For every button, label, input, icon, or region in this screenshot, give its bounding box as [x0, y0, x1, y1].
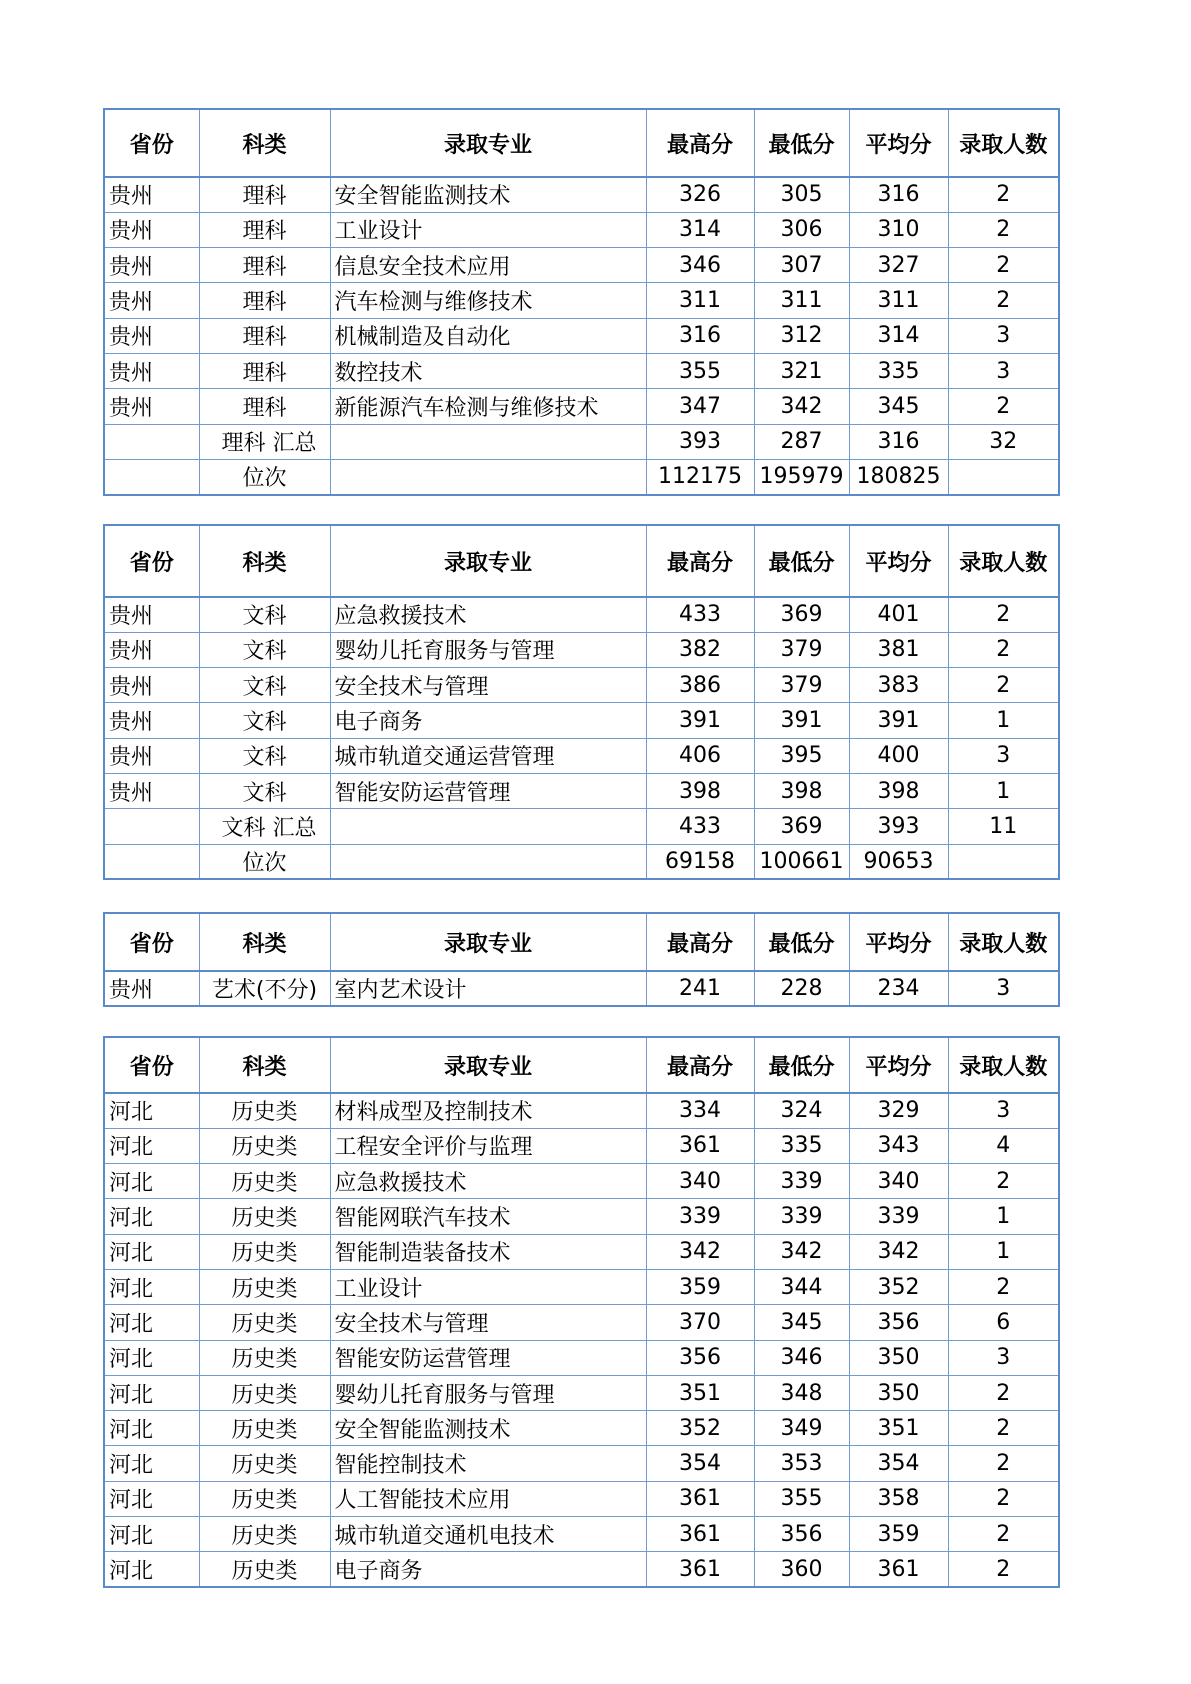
cell-avg-score: 350	[849, 1340, 948, 1375]
header-min-score: 最低分	[754, 525, 849, 597]
header-avg-score: 平均分	[849, 109, 948, 177]
cell-min-score: 287	[754, 424, 849, 459]
header-min-score: 最低分	[754, 1037, 849, 1093]
cell-avg-score: 359	[849, 1517, 948, 1552]
cell-major: 电子商务	[330, 703, 646, 738]
cell-province: 河北	[104, 1481, 199, 1516]
table-row	[104, 1269, 1059, 1304]
cell-avg-score: 335	[849, 353, 948, 388]
cell-major: 材料成型及控制技术	[330, 1093, 646, 1128]
cell-max-score: 361	[646, 1552, 754, 1587]
cell-category: 理科	[199, 318, 330, 353]
cell-max-score: 342	[646, 1234, 754, 1269]
cell-category: 文科	[199, 668, 330, 703]
cell-category: 历史类	[199, 1552, 330, 1587]
cell-category: 文科	[199, 597, 330, 632]
cell-admitted-count: 1	[948, 1199, 1059, 1234]
cell-admitted-count: 6	[948, 1305, 1059, 1340]
cell-avg-score: 350	[849, 1375, 948, 1410]
cell-category: 历史类	[199, 1199, 330, 1234]
summary-row	[104, 809, 1059, 844]
table-header-row	[104, 109, 1059, 177]
cell-category: 文科 汇总	[199, 809, 330, 844]
cell-province: 贵州	[104, 177, 199, 212]
cell-max-score: 370	[646, 1305, 754, 1340]
cell-category: 理科	[199, 248, 330, 283]
cell-min-score: 348	[754, 1375, 849, 1410]
cell-admitted-count: 2	[948, 1269, 1059, 1304]
header-admitted-count: 录取人数	[948, 1037, 1059, 1093]
cell-category: 历史类	[199, 1269, 330, 1304]
cell-min-score: 356	[754, 1517, 849, 1552]
cell-avg-score: 351	[849, 1411, 948, 1446]
cell-min-score: 306	[754, 212, 849, 247]
header-province: 省份	[104, 1037, 199, 1093]
cell-major: 安全技术与管理	[330, 668, 646, 703]
header-admitted-count: 录取人数	[948, 525, 1059, 597]
admission-table-guizhou-science	[103, 108, 1060, 496]
cell-avg-score: 398	[849, 773, 948, 808]
cell-admitted-count: 2	[948, 668, 1059, 703]
cell-avg-score: 342	[849, 1234, 948, 1269]
cell-min-score: 369	[754, 597, 849, 632]
cell-admitted-count: 2	[948, 248, 1059, 283]
table-row	[104, 1517, 1059, 1552]
cell-major: 婴幼儿托育服务与管理	[330, 1375, 646, 1410]
header-admitted-count: 录取人数	[948, 913, 1059, 971]
header-max-score: 最高分	[646, 109, 754, 177]
cell-major: 婴幼儿托育服务与管理	[330, 632, 646, 667]
cell-min-score: 391	[754, 703, 849, 738]
cell-min-score: 342	[754, 389, 849, 424]
table-header-row	[104, 525, 1059, 597]
cell-admitted-count: 2	[948, 632, 1059, 667]
cell-min-score: 335	[754, 1128, 849, 1163]
cell-avg-score: 316	[849, 424, 948, 459]
cell-min-score: 311	[754, 283, 849, 318]
cell-admitted-count: 1	[948, 703, 1059, 738]
header-min-score: 最低分	[754, 109, 849, 177]
cell-avg-score: 311	[849, 283, 948, 318]
table-row	[104, 668, 1059, 703]
header-category: 科类	[199, 1037, 330, 1093]
cell-min-score: 346	[754, 1340, 849, 1375]
cell-admitted-count: 3	[948, 971, 1059, 1006]
header-province: 省份	[104, 109, 199, 177]
cell-province: 贵州	[104, 632, 199, 667]
cell-admitted-count: 2	[948, 1164, 1059, 1199]
cell-avg-score: 234	[849, 971, 948, 1006]
cell-major: 应急救援技术	[330, 1164, 646, 1199]
cell-province: 河北	[104, 1375, 199, 1410]
cell-category: 文科	[199, 738, 330, 773]
cell-major: 智能安防运营管理	[330, 773, 646, 808]
cell-min-score: 312	[754, 318, 849, 353]
cell-max-score: 339	[646, 1199, 754, 1234]
cell-max-score: 359	[646, 1269, 754, 1304]
header-max-score: 最高分	[646, 525, 754, 597]
table-row	[104, 1234, 1059, 1269]
cell-admitted-count: 1	[948, 1234, 1059, 1269]
cell-avg-score: 329	[849, 1093, 948, 1128]
cell-admitted-count: 3	[948, 318, 1059, 353]
header-major: 录取专业	[330, 525, 646, 597]
table-row	[104, 597, 1059, 632]
cell-category: 位次	[199, 459, 330, 494]
cell-max-score: 386	[646, 668, 754, 703]
table-row	[104, 212, 1059, 247]
header-admitted-count: 录取人数	[948, 109, 1059, 177]
cell-avg-score: 340	[849, 1164, 948, 1199]
header-province: 省份	[104, 525, 199, 597]
header-major: 录取专业	[330, 109, 646, 177]
cell-max-score: 361	[646, 1481, 754, 1516]
table-header-row	[104, 1037, 1059, 1093]
cell-admitted-count: 2	[948, 1375, 1059, 1410]
cell-admitted-count: 2	[948, 1517, 1059, 1552]
summary-row	[104, 424, 1059, 459]
cell-category: 文科	[199, 703, 330, 738]
header-max-score: 最高分	[646, 913, 754, 971]
cell-province: 贵州	[104, 738, 199, 773]
table-row	[104, 1446, 1059, 1481]
cell-major: 安全技术与管理	[330, 1305, 646, 1340]
cell-major: 室内艺术设计	[330, 971, 646, 1006]
cell-category: 历史类	[199, 1305, 330, 1340]
cell-major	[330, 809, 646, 844]
cell-major: 汽车检测与维修技术	[330, 283, 646, 318]
table-row	[104, 703, 1059, 738]
table-header-row	[104, 913, 1059, 971]
cell-province: 河北	[104, 1164, 199, 1199]
cell-admitted-count: 1	[948, 773, 1059, 808]
cell-avg-score: 391	[849, 703, 948, 738]
cell-province	[104, 844, 199, 879]
cell-min-score: 324	[754, 1093, 849, 1128]
cell-max-score: 346	[646, 248, 754, 283]
table-row	[104, 971, 1059, 1006]
cell-category: 历史类	[199, 1411, 330, 1446]
cell-province: 河北	[104, 1305, 199, 1340]
cell-category: 位次	[199, 844, 330, 879]
cell-min-score: 353	[754, 1446, 849, 1481]
cell-min-score: 398	[754, 773, 849, 808]
cell-province: 贵州	[104, 353, 199, 388]
cell-category: 理科	[199, 212, 330, 247]
cell-province: 河北	[104, 1199, 199, 1234]
table-row	[104, 1128, 1059, 1163]
cell-major: 智能安防运营管理	[330, 1340, 646, 1375]
cell-min-score: 339	[754, 1164, 849, 1199]
cell-max-score: 334	[646, 1093, 754, 1128]
cell-category: 历史类	[199, 1128, 330, 1163]
cell-admitted-count: 3	[948, 1340, 1059, 1375]
cell-category: 理科	[199, 177, 330, 212]
cell-province: 贵州	[104, 668, 199, 703]
cell-max-score: 241	[646, 971, 754, 1006]
cell-major: 数控技术	[330, 353, 646, 388]
cell-min-score: 345	[754, 1305, 849, 1340]
cell-major: 人工智能技术应用	[330, 1481, 646, 1516]
cell-province	[104, 459, 199, 494]
cell-min-score: 349	[754, 1411, 849, 1446]
cell-avg-score: 358	[849, 1481, 948, 1516]
cell-province: 贵州	[104, 389, 199, 424]
header-province: 省份	[104, 913, 199, 971]
cell-province: 贵州	[104, 283, 199, 318]
cell-min-score: 360	[754, 1552, 849, 1587]
header-avg-score: 平均分	[849, 913, 948, 971]
cell-max-score: 355	[646, 353, 754, 388]
header-category: 科类	[199, 913, 330, 971]
cell-max-score: 361	[646, 1517, 754, 1552]
cell-province: 河北	[104, 1446, 199, 1481]
cell-category: 历史类	[199, 1481, 330, 1516]
header-avg-score: 平均分	[849, 525, 948, 597]
table-row	[104, 389, 1059, 424]
cell-max-score: 311	[646, 283, 754, 318]
table-row	[104, 1305, 1059, 1340]
cell-admitted-count: 3	[948, 738, 1059, 773]
cell-avg-score: 90653	[849, 844, 948, 879]
cell-avg-score: 401	[849, 597, 948, 632]
cell-avg-score: 345	[849, 389, 948, 424]
cell-province: 贵州	[104, 773, 199, 808]
table-row	[104, 353, 1059, 388]
admission-table-guizhou-art	[103, 912, 1060, 1007]
cell-province: 河北	[104, 1411, 199, 1446]
table-row	[104, 1164, 1059, 1199]
cell-max-score: 112175	[646, 459, 754, 494]
header-max-score: 最高分	[646, 1037, 754, 1093]
cell-major: 安全智能监测技术	[330, 1411, 646, 1446]
cell-min-score: 321	[754, 353, 849, 388]
rank-row	[104, 844, 1059, 879]
cell-min-score: 395	[754, 738, 849, 773]
cell-max-score: 347	[646, 389, 754, 424]
cell-major: 安全智能监测技术	[330, 177, 646, 212]
cell-province: 贵州	[104, 248, 199, 283]
cell-category: 理科	[199, 389, 330, 424]
cell-admitted-count: 2	[948, 177, 1059, 212]
cell-category: 历史类	[199, 1375, 330, 1410]
cell-admitted-count: 2	[948, 1481, 1059, 1516]
cell-major	[330, 459, 646, 494]
cell-category: 文科	[199, 773, 330, 808]
cell-category: 理科	[199, 353, 330, 388]
cell-province: 贵州	[104, 318, 199, 353]
cell-avg-score: 356	[849, 1305, 948, 1340]
cell-major: 工业设计	[330, 1269, 646, 1304]
cell-province: 贵州	[104, 703, 199, 738]
cell-avg-score: 327	[849, 248, 948, 283]
cell-category: 艺术(不分)	[199, 971, 330, 1006]
cell-max-score: 326	[646, 177, 754, 212]
cell-major: 工业设计	[330, 212, 646, 247]
cell-province: 贵州	[104, 212, 199, 247]
cell-min-score: 379	[754, 668, 849, 703]
cell-min-score: 228	[754, 971, 849, 1006]
cell-avg-score: 361	[849, 1552, 948, 1587]
cell-province: 贵州	[104, 971, 199, 1006]
cell-category: 历史类	[199, 1446, 330, 1481]
cell-admitted-count: 2	[948, 1446, 1059, 1481]
table-row	[104, 1093, 1059, 1128]
cell-major: 智能控制技术	[330, 1446, 646, 1481]
cell-admitted-count: 2	[948, 1411, 1059, 1446]
header-category: 科类	[199, 109, 330, 177]
header-category: 科类	[199, 525, 330, 597]
header-major: 录取专业	[330, 913, 646, 971]
cell-min-score: 369	[754, 809, 849, 844]
table-row	[104, 773, 1059, 808]
cell-max-score: 356	[646, 1340, 754, 1375]
rank-row	[104, 459, 1059, 494]
cell-max-score: 316	[646, 318, 754, 353]
cell-admitted-count: 2	[948, 283, 1059, 318]
cell-admitted-count: 2	[948, 1552, 1059, 1587]
cell-max-score: 354	[646, 1446, 754, 1481]
cell-min-score: 355	[754, 1481, 849, 1516]
header-major: 录取专业	[330, 1037, 646, 1093]
cell-province: 河北	[104, 1128, 199, 1163]
table-row	[104, 283, 1059, 318]
cell-category: 历史类	[199, 1340, 330, 1375]
cell-min-score: 339	[754, 1199, 849, 1234]
cell-category: 历史类	[199, 1234, 330, 1269]
cell-avg-score: 310	[849, 212, 948, 247]
table-row	[104, 738, 1059, 773]
cell-avg-score: 400	[849, 738, 948, 773]
cell-admitted-count: 2	[948, 212, 1059, 247]
table-row	[104, 1375, 1059, 1410]
header-min-score: 最低分	[754, 913, 849, 971]
cell-province: 河北	[104, 1340, 199, 1375]
cell-category: 文科	[199, 632, 330, 667]
cell-major: 信息安全技术应用	[330, 248, 646, 283]
cell-major: 应急救援技术	[330, 597, 646, 632]
cell-admitted-count: 2	[948, 389, 1059, 424]
cell-major	[330, 424, 646, 459]
cell-avg-score: 381	[849, 632, 948, 667]
cell-avg-score: 383	[849, 668, 948, 703]
cell-province: 河北	[104, 1269, 199, 1304]
cell-province	[104, 424, 199, 459]
cell-min-score: 342	[754, 1234, 849, 1269]
cell-min-score: 344	[754, 1269, 849, 1304]
cell-category: 历史类	[199, 1517, 330, 1552]
cell-avg-score: 339	[849, 1199, 948, 1234]
cell-category: 理科 汇总	[199, 424, 330, 459]
cell-admitted-count: 11	[948, 809, 1059, 844]
cell-min-score: 100661	[754, 844, 849, 879]
cell-avg-score: 352	[849, 1269, 948, 1304]
cell-admitted-count: 3	[948, 1093, 1059, 1128]
table-row	[104, 177, 1059, 212]
cell-min-score: 307	[754, 248, 849, 283]
cell-admitted-count: 4	[948, 1128, 1059, 1163]
cell-admitted-count: 32	[948, 424, 1059, 459]
table-row	[104, 1552, 1059, 1587]
cell-major: 城市轨道交通运营管理	[330, 738, 646, 773]
admission-table-hebei-history	[103, 1036, 1060, 1588]
cell-admitted-count	[948, 459, 1059, 494]
cell-avg-score: 316	[849, 177, 948, 212]
cell-province	[104, 809, 199, 844]
cell-max-score: 393	[646, 424, 754, 459]
cell-major: 城市轨道交通机电技术	[330, 1517, 646, 1552]
cell-province: 河北	[104, 1234, 199, 1269]
table-row	[104, 1199, 1059, 1234]
cell-major	[330, 844, 646, 879]
cell-avg-score: 314	[849, 318, 948, 353]
cell-max-score: 391	[646, 703, 754, 738]
cell-province: 河北	[104, 1093, 199, 1128]
header-avg-score: 平均分	[849, 1037, 948, 1093]
table-row	[104, 1340, 1059, 1375]
cell-avg-score: 354	[849, 1446, 948, 1481]
cell-avg-score: 180825	[849, 459, 948, 494]
table-row	[104, 632, 1059, 667]
cell-max-score: 406	[646, 738, 754, 773]
cell-admitted-count	[948, 844, 1059, 879]
table-row	[104, 318, 1059, 353]
cell-avg-score: 393	[849, 809, 948, 844]
cell-major: 新能源汽车检测与维修技术	[330, 389, 646, 424]
cell-province: 河北	[104, 1552, 199, 1587]
cell-max-score: 382	[646, 632, 754, 667]
cell-min-score: 195979	[754, 459, 849, 494]
cell-category: 历史类	[199, 1093, 330, 1128]
admission-table-guizhou-liberal-arts	[103, 524, 1060, 880]
cell-major: 智能制造装备技术	[330, 1234, 646, 1269]
cell-max-score: 361	[646, 1128, 754, 1163]
cell-province: 贵州	[104, 597, 199, 632]
cell-min-score: 305	[754, 177, 849, 212]
cell-category: 理科	[199, 283, 330, 318]
table-row	[104, 1411, 1059, 1446]
cell-admitted-count: 2	[948, 597, 1059, 632]
cell-max-score: 433	[646, 809, 754, 844]
table-row	[104, 1481, 1059, 1516]
cell-max-score: 433	[646, 597, 754, 632]
cell-major: 机械制造及自动化	[330, 318, 646, 353]
cell-max-score: 352	[646, 1411, 754, 1446]
cell-major: 电子商务	[330, 1552, 646, 1587]
cell-category: 历史类	[199, 1164, 330, 1199]
cell-max-score: 351	[646, 1375, 754, 1410]
cell-max-score: 398	[646, 773, 754, 808]
cell-max-score: 69158	[646, 844, 754, 879]
cell-min-score: 379	[754, 632, 849, 667]
table-row	[104, 248, 1059, 283]
cell-admitted-count: 3	[948, 353, 1059, 388]
cell-avg-score: 343	[849, 1128, 948, 1163]
cell-max-score: 340	[646, 1164, 754, 1199]
cell-major: 工程安全评价与监理	[330, 1128, 646, 1163]
cell-max-score: 314	[646, 212, 754, 247]
cell-province: 河北	[104, 1517, 199, 1552]
cell-major: 智能网联汽车技术	[330, 1199, 646, 1234]
